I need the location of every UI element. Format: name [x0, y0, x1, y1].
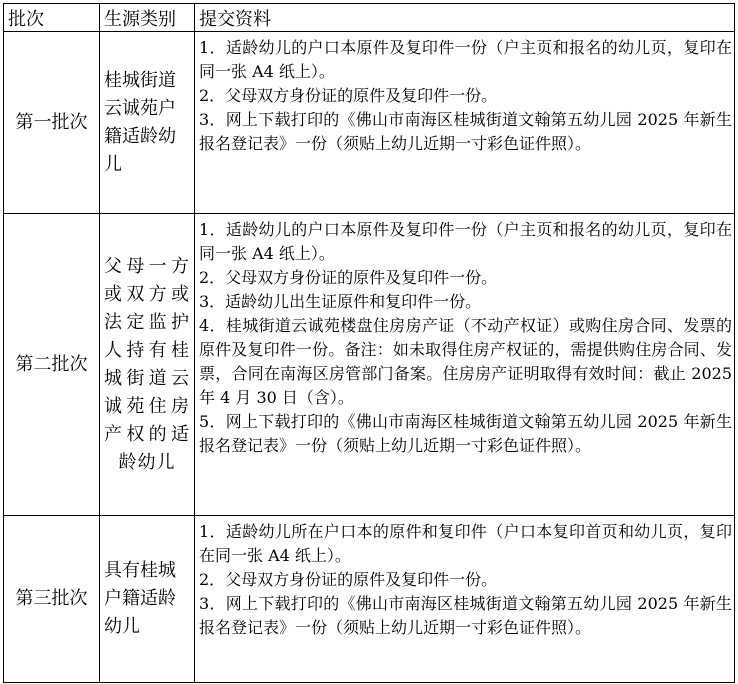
- document-item: 4．桂城街道云诚苑楼盘住房房产证（不动产权证）或购住房合同、发票的原件及复印件一份。备注：如未取得住房产权证的，需提供购住房合同、发票，合同在南海区房管部门备案。住房房产证明取得有效时间：截止 2025 年 4 月 30 日（含）。: [199, 316, 732, 407]
- documents-cell: [195, 516, 735, 683]
- document-item: 3．网上下载打印的《佛山市南海区桂城街道文翰第五幼儿园 2025 年新生报名登记表》一份（须贴上幼儿近期一寸彩色证件照）。: [199, 110, 732, 153]
- table-row: [4, 214, 735, 516]
- category-cell: 父母一方或双方或法定监护人持有桂城街道云诚苑住房产权的适龄幼儿: [100, 214, 195, 516]
- document-item: 3．网上下载打印的《佛山市南海区桂城街道文翰第五幼儿园 2025 年新生报名登记表》一份（须贴上幼儿近期一寸彩色证件照）。: [199, 594, 732, 637]
- batch-cell: 第二批次: [4, 214, 100, 516]
- document-item: 1．适龄幼儿的户口本原件及复印件一份（户主页和报名的幼儿页，复印在同一张 A4 纸上）。: [199, 220, 732, 263]
- document-item: 3．适龄幼儿出生证原件和复印件一份。: [199, 292, 482, 311]
- batch-cell: 第一批次: [4, 32, 100, 214]
- category-cell: 具有桂城户籍适龄幼儿: [100, 516, 195, 683]
- header-documents: 提交资料: [195, 4, 735, 32]
- document-item: 2．父母双方身份证的原件及复印件一份。: [199, 86, 498, 105]
- document-item: 2．父母双方身份证的原件及复印件一份。: [199, 268, 498, 287]
- header-category: 生源类别: [100, 4, 195, 32]
- document-item: 1．适龄幼儿的户口本原件及复印件一份（户主页和报名的幼儿页，复印在同一张 A4 纸上）。: [199, 38, 732, 81]
- documents-cell: [195, 214, 735, 516]
- document-item: 2．父母双方身份证的原件及复印件一份。: [199, 570, 498, 589]
- batch-cell: 第三批次: [4, 516, 100, 683]
- document-item: 1．适龄幼儿所在户口本的原件和复印件（户口本复印首页和幼儿页，复印在同一张 A4 纸上）。: [199, 522, 732, 565]
- enrollment-requirements-table: [3, 3, 735, 683]
- table-row: [4, 32, 735, 214]
- header-batch: 批次: [4, 4, 100, 32]
- category-cell: 桂城街道云诚苑户籍适龄幼儿: [100, 32, 195, 214]
- table-row: [4, 516, 735, 683]
- header-row: [4, 4, 735, 32]
- document-item: 5．网上下载打印的《佛山市南海区桂城街道文翰第五幼儿园 2025 年新生报名登记表》一份（须贴上幼儿近期一寸彩色证件照）。: [199, 412, 732, 455]
- documents-cell: [195, 32, 735, 214]
